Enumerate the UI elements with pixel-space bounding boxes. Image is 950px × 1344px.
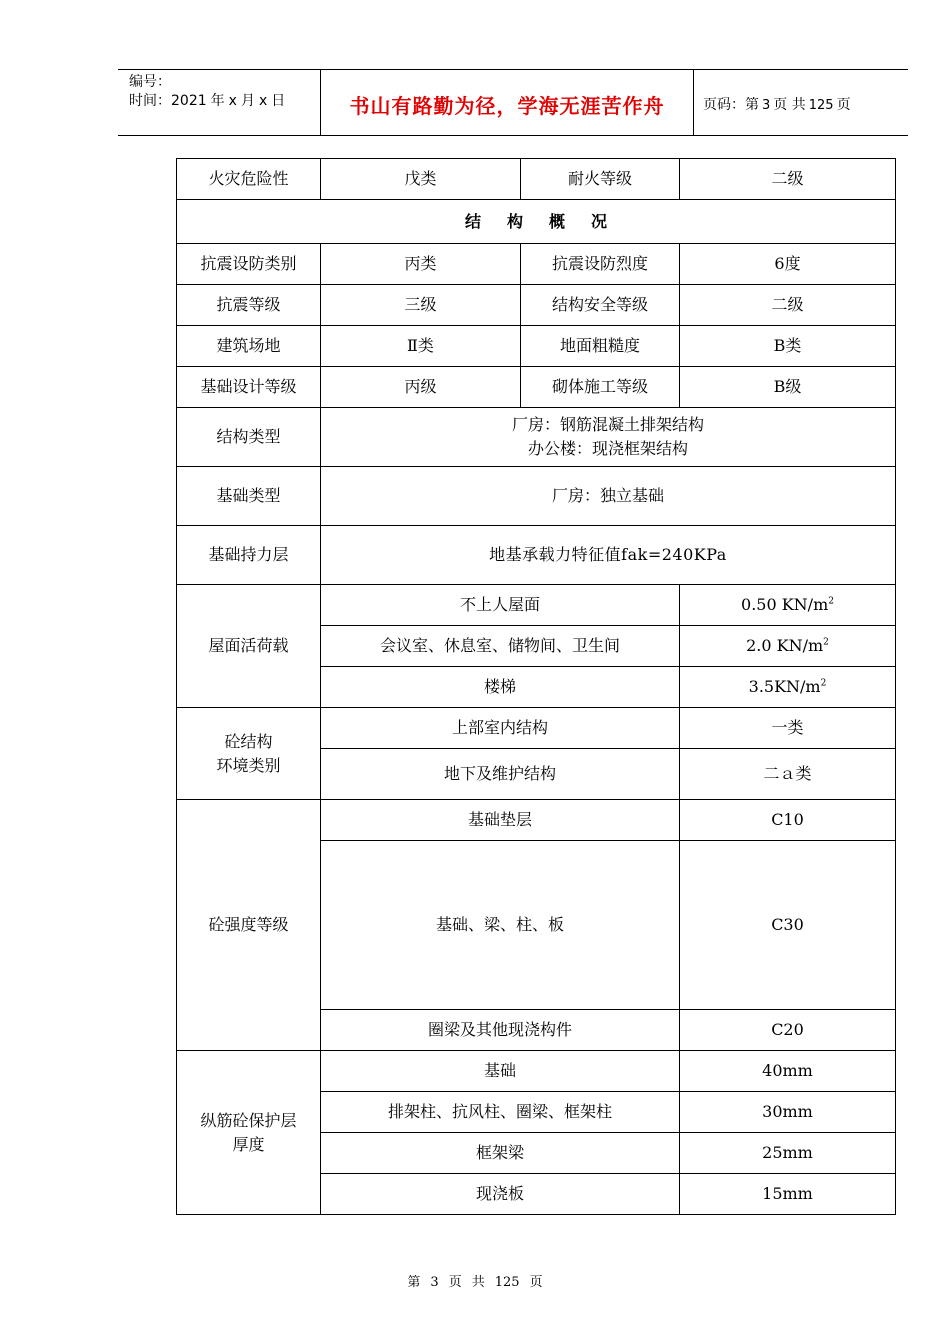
- cell-value: B类: [680, 326, 896, 367]
- cell-label: 耐火等级: [521, 159, 680, 200]
- cell-value: [321, 408, 896, 467]
- cell-value: B级: [680, 367, 896, 408]
- cell-value: 一类: [680, 708, 896, 749]
- table-row: [177, 467, 896, 526]
- table-row: [177, 1051, 896, 1092]
- unit-superscript: 2: [820, 678, 827, 689]
- page-footer: [0, 1271, 950, 1290]
- structure-spec-table: [176, 158, 896, 1215]
- cell-item: 地下及维护结构: [321, 749, 680, 800]
- page-current: 3: [762, 98, 771, 113]
- time-month: x: [228, 93, 237, 109]
- table-row: [177, 367, 896, 408]
- cell-value: Ⅱ类: [321, 326, 521, 367]
- cell-value: 二级: [680, 159, 896, 200]
- footer-current: 3: [430, 1275, 439, 1290]
- footer-suffix: 页: [529, 1275, 543, 1290]
- footer-prefix: 第: [407, 1275, 421, 1290]
- header-page-info: [703, 94, 851, 114]
- header-top-rule: [118, 69, 908, 70]
- cell-label: 屋面活荷载: [177, 585, 321, 708]
- table-row: [177, 408, 896, 467]
- cell-value: 丙级: [321, 367, 521, 408]
- structure-type-line: 办公楼：现浇框架结构: [527, 439, 688, 458]
- unit-superscript: 2: [823, 637, 829, 648]
- cell-value: 戊类: [321, 159, 521, 200]
- time-year: 2021: [171, 93, 207, 109]
- cell-item: 排架柱、抗风柱、圈梁、框架柱: [321, 1092, 680, 1133]
- table-row: [177, 326, 896, 367]
- cell-label: 建筑场地: [177, 326, 321, 367]
- section-title: 结构概况: [177, 200, 896, 244]
- table-row: [177, 526, 896, 585]
- cell-value: C10: [680, 800, 896, 841]
- cell-value: 地基承载力特征值fak=240KPa: [321, 526, 896, 585]
- env-label-line: 砼结构: [224, 731, 273, 751]
- cell-label: 抗震设防类别: [177, 244, 321, 285]
- table-row: [177, 159, 896, 200]
- page-unit: 页: [836, 97, 851, 113]
- time-month-unit: 月: [240, 93, 255, 109]
- cell-value: C20: [680, 1010, 896, 1051]
- cell-value: [680, 626, 896, 667]
- cell-item: 会议室、休息室、储物间、卫生间: [321, 626, 680, 667]
- structure-type-line: 厂房：钢筋混凝土排架结构: [511, 415, 704, 434]
- footer-total: 125: [494, 1275, 520, 1290]
- code-label: 编号：: [129, 74, 171, 90]
- cell-label: 抗震等级: [177, 285, 321, 326]
- cell-value: [680, 585, 896, 626]
- cell-label: 基础设计等级: [177, 367, 321, 408]
- header-divider: [693, 69, 694, 135]
- page-mid: 页 共: [773, 97, 806, 113]
- cell-value: 二ａ类: [680, 749, 896, 800]
- time-day-unit: 日: [271, 93, 286, 109]
- time-line: [129, 92, 285, 111]
- table-row: [177, 244, 896, 285]
- footer-mid1: 页: [448, 1275, 462, 1290]
- table-row: [177, 285, 896, 326]
- cell-item: 基础、梁、柱、板: [321, 841, 680, 1010]
- table-row: [177, 800, 896, 841]
- time-label: 时间：: [129, 93, 171, 109]
- cell-value: [680, 667, 896, 708]
- cell-item: 基础: [321, 1051, 680, 1092]
- header-motto: 书山有路勤为径，学海无涯苦作舟: [349, 94, 665, 118]
- cell-label: 结构类型: [177, 408, 321, 467]
- cell-value: 25mm: [680, 1133, 896, 1174]
- cell-value: 40mm: [680, 1051, 896, 1092]
- cell-label: 火灾危险性: [177, 159, 321, 200]
- cell-value: 15mm: [680, 1174, 896, 1215]
- unit-superscript: 2: [828, 596, 834, 607]
- cell-value: C30: [680, 841, 896, 1010]
- page-total: 125: [808, 98, 834, 113]
- time-day: x: [258, 93, 268, 109]
- cell-item: 现浇板: [321, 1174, 680, 1215]
- load-value: 2.0 KN/m: [746, 636, 824, 655]
- header-meta: [129, 73, 285, 111]
- cover-label-line: 厚度: [232, 1134, 265, 1154]
- cell-label: 基础类型: [177, 467, 321, 526]
- time-year-unit: 年: [210, 93, 225, 109]
- load-value: 0.50 KN/m: [741, 595, 829, 614]
- cell-label: 抗震设防烈度: [521, 244, 680, 285]
- cell-value: 30mm: [680, 1092, 896, 1133]
- cell-label: 砌体施工等级: [521, 367, 680, 408]
- cell-item: 框架梁: [321, 1133, 680, 1174]
- table-row: [177, 585, 896, 626]
- cell-value: 6度: [680, 244, 896, 285]
- cell-label: [177, 1051, 321, 1215]
- cell-label: 地面粗糙度: [521, 326, 680, 367]
- cell-label: 砼强度等级: [177, 800, 321, 1051]
- cover-label-line: 纵筋砼保护层: [200, 1110, 297, 1130]
- cell-item: 不上人屋面: [321, 585, 680, 626]
- cell-item: 基础垫层: [321, 800, 680, 841]
- cell-label: 结构安全等级: [521, 285, 680, 326]
- footer-mid2: 共: [471, 1275, 485, 1290]
- env-label-line: 环境类别: [216, 755, 281, 775]
- table-row: [177, 200, 896, 244]
- cell-label: [177, 708, 321, 800]
- header-bottom-rule: [118, 135, 908, 136]
- cell-value: 二级: [680, 285, 896, 326]
- cell-item: 楼梯: [321, 667, 680, 708]
- cell-value: 丙类: [321, 244, 521, 285]
- cell-label: 基础持力层: [177, 526, 321, 585]
- cell-value: 厂房：独立基础: [321, 467, 896, 526]
- load-value: 3.5KN/m: [748, 677, 821, 696]
- cell-value: 三级: [321, 285, 521, 326]
- cell-item: 圈梁及其他现浇构件: [321, 1010, 680, 1051]
- cell-item: 上部室内结构: [321, 708, 680, 749]
- table-row: [177, 708, 896, 749]
- page-label: 页码：第: [703, 97, 759, 113]
